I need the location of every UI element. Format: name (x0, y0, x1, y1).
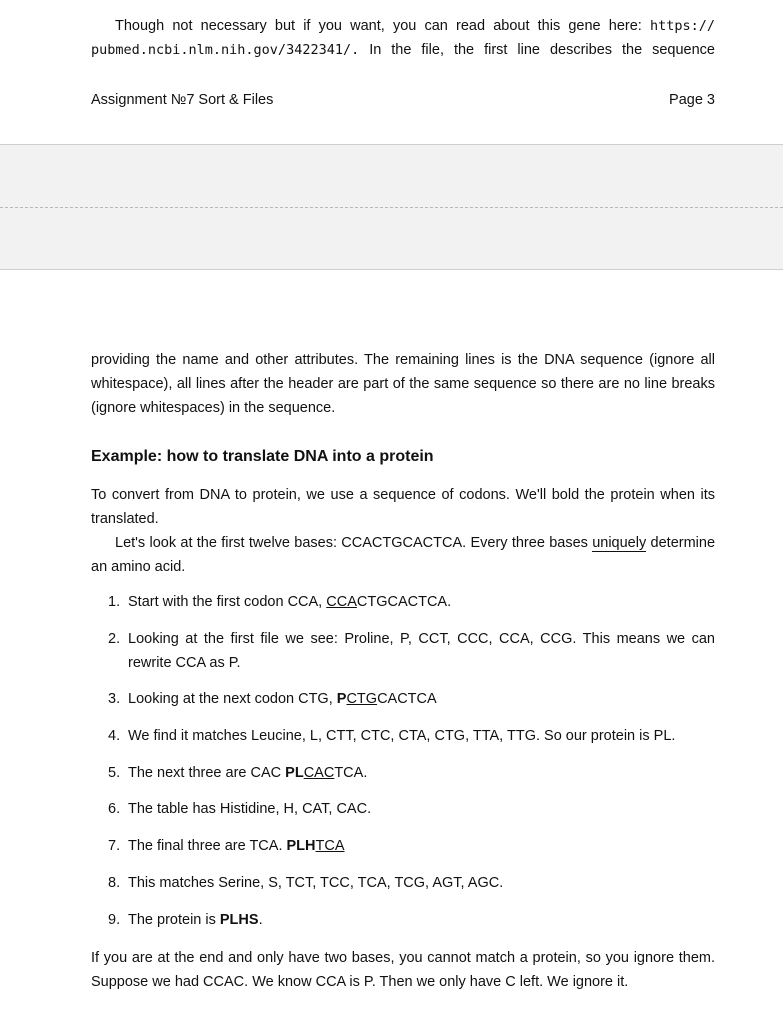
para4-line1: If you are at the end and only have two bases, you cannot match a protein, so you ignore them. (91, 950, 715, 966)
step-1: 1. Start with the first codon CCA, CCACTGCACTCA. (108, 594, 452, 610)
para1-line2: whitespace), all lines after the header are part of the same sequence so there are no line breaks (91, 376, 715, 392)
page-number: Page 3 (669, 92, 715, 108)
step-7: 7. The final three are TCA. PLHTCA (108, 838, 345, 855)
para4-line2: Suppose we had CCAC. We know CCA is P. Then we only have C left. We ignore it. (91, 974, 629, 990)
underlined-uniquely: uniquely (592, 535, 647, 551)
para3-line1: Let's look at the first twelve bases: CCACTGCACTCA. Every three bases uniquely determine (115, 535, 716, 551)
para2-line1: To convert from DNA to protein, we use a sequence of codons. We'll bold the protein when its (91, 487, 715, 503)
page-break-gap (0, 144, 783, 270)
page-3-bottom-section (0, 0, 783, 144)
gene-reference-line-1: Though not necessary but if you want, you can read about this gene here: https:// (115, 18, 715, 34)
step-8: 8. This matches Serine, S, TCT, TCC, TCA, TCG, AGT, AGC. (108, 874, 504, 891)
section-heading: Example: how to translate DNA into a protein (91, 448, 434, 465)
pubmed-link[interactable]: https:// (649, 18, 715, 34)
translation-steps-list (91, 590, 715, 944)
step-5: 5. The next three are CAC PLCACTCA. (108, 764, 368, 781)
para2-line2: translated. (91, 511, 159, 527)
page-break-line (0, 207, 783, 208)
step-9: 9. The protein is PLHS. (108, 911, 263, 928)
step-6: 6. The table has Histidine, H, CAT, CAC. (108, 801, 372, 818)
para3-line2: an amino acid. (91, 559, 186, 575)
step-3: 3. Looking at the next codon CTG, PCTGCACTCA (108, 691, 437, 708)
step-4: 4. We find it matches Leucine, L, CTT, CTC, CTA, CTG, TTA, TTG. So our protein is PL. (108, 728, 676, 745)
pubmed-link-continued[interactable]: pubmed.ncbi.nlm.nih.gov/3422341/. (91, 42, 360, 58)
step-2: 2. Looking at the first file we see: Proline, P, CCT, CCC, CCA, CCG. This means we can rewrite CCA as P. (108, 630, 715, 671)
para1-line1: providing the name and other attributes. The remaining lines is the DNA sequence (ignore all (91, 352, 715, 368)
gene-reference-line-2: pubmed.ncbi.nlm.nih.gov/3422341/. In the file, the first line describes the sequence (91, 42, 715, 58)
page-footer-title: Assignment №7 Sort & Files (91, 92, 274, 108)
para1-line3: (ignore whitespaces) in the sequence. (91, 400, 336, 416)
